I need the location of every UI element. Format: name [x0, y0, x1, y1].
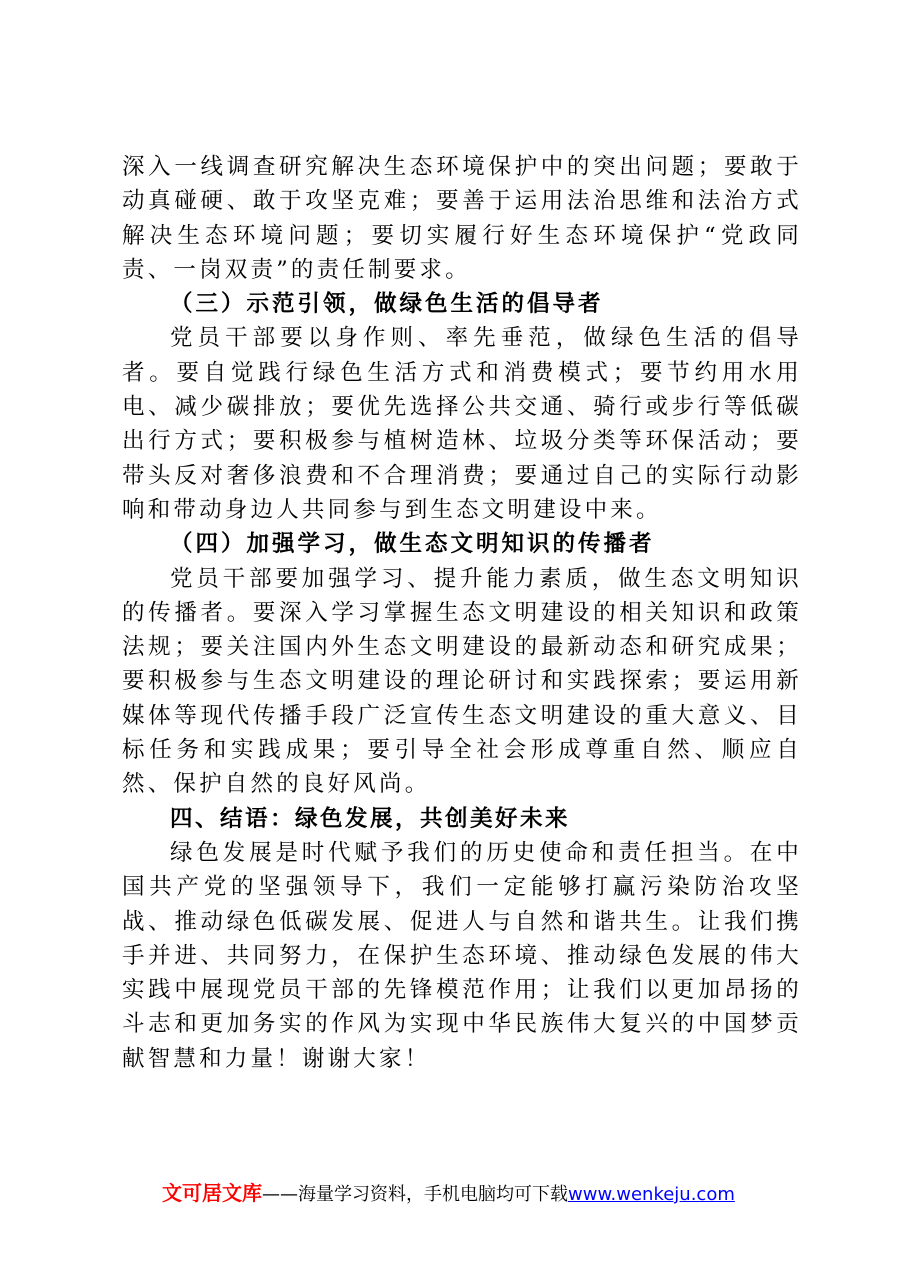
footer-slogan: 海量学习资料，手机电脑均可下载 [298, 1184, 568, 1205]
paragraph-green-life: 党员干部要以身作则、率先垂范，做绿色生活的倡导者。要自觉践行绿色生活方式和消费模式；要节约用水用电、减少碳排放；要优先选择公共交通、骑行或步行等低碳出行方式；要积极参与植树造林、垃圾分类等环保活动；要带头反对奢侈浪费和不合理消费；要通过自己的实际行动影响和带动身边人共同参与到生态文明建设中来。 [122, 325, 802, 523]
subheading-section-3: （三）示范引领，做绿色生活的倡导者 [170, 291, 604, 318]
footer-dash: —— [262, 1184, 298, 1205]
heading-conclusion: 四、结语：绿色发展，共创美好未来 [170, 805, 571, 832]
footer-website-link[interactable]: www.wenkeju.com [568, 1184, 735, 1205]
footer-brand: 文可居文库 [162, 1181, 262, 1205]
subheading-section-4: （四）加强学习，做生态文明知识的传播者 [170, 531, 655, 558]
paragraph-body-continued: 深入一线调查研究解决生态环境保护中的突出问题；要敢于动真碰硬、敢于攻坚克难；要善于运用法治思维和法治方式解决生态环境问题；要切实履行好生态环境保护“党政同责、一岗双责”的责任制要求。 [122, 154, 802, 283]
footer-banner [162, 1181, 735, 1207]
paragraph-learning: 党员干部要加强学习、提升能力素质，做生态文明知识的传播者。要深入学习掌握生态文明建设的相关知识和政策法规；要关注国内外生态文明建设的最新动态和研究成果；要积极参与生态文明建设的理论研讨和实践探索；要运用新媒体等现代传播手段广泛宣传生态文明建设的重大意义、目标任务和实践成果；要引导全社会形成尊重自然、顺应自然、保护自然的良好风尚。 [122, 565, 802, 798]
document-body [122, 150, 802, 1076]
paragraph-conclusion: 绿色发展是时代赋予我们的历史使命和责任担当。在中国共产党的坚强领导下，我们一定能够打赢污染防治攻坚战、推动绿色低碳发展、促进人与自然和谐共生。让我们携手并进、共同努力，在保护生态环境、推动绿色发展的伟大实践中展现党员干部的先锋模范作用；让我们以更加昂扬的斗志和更加务实的作风为实现中华民族伟大复兴的中国梦贡献智慧和力量！谢谢大家！ [122, 839, 802, 1072]
